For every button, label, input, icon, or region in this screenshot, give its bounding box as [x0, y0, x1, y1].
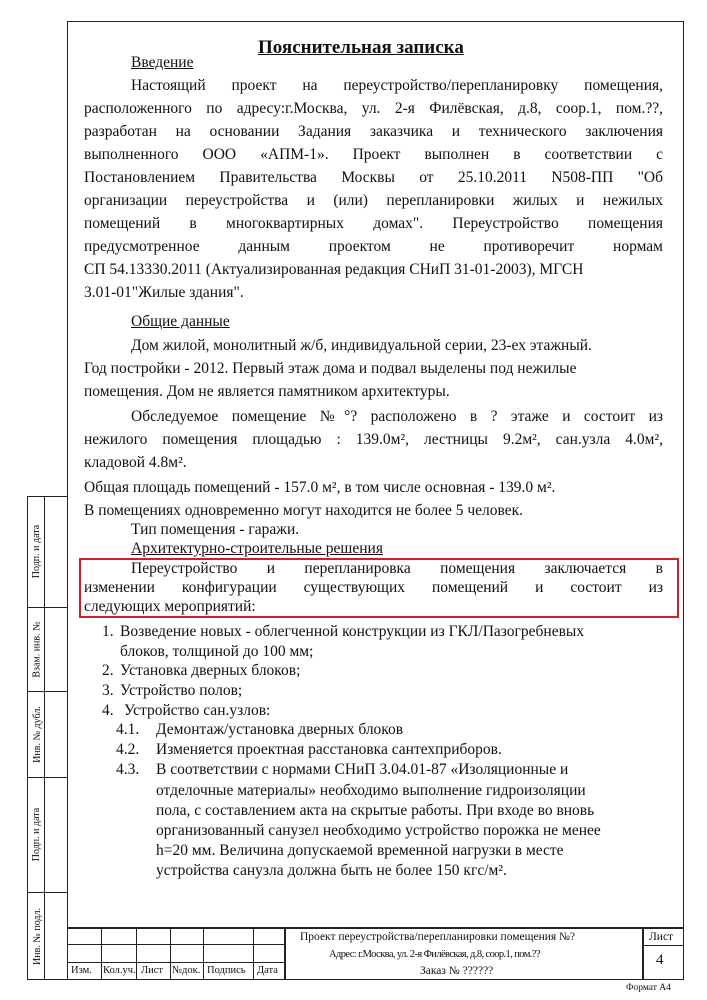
intro-line: 3.01-01"Жилые здания". [84, 284, 244, 301]
side-stamp [27, 496, 68, 980]
list-item: Устройство полов; [120, 682, 243, 699]
side-label-replace-inv: Взам. инв. № [31, 620, 43, 678]
intro-line: расположенного по адресу:г.Москва, ул. 2-я Филёвская, д.8, соор.1, пом.??, [84, 100, 663, 117]
highlight-line: следующих мероприятий: [84, 598, 256, 615]
sublist-item: отделочные материалы» необходимо выполнение гидроизоляции [156, 782, 586, 799]
total-area: Общая площадь помещений - 157.0 м², в том числе основная - 139.0 м². [84, 479, 556, 496]
stamp-project: Проект переустройства/перепланировки помещения №? [300, 931, 576, 943]
stamp-sheet-number: 4 [656, 952, 664, 968]
room-type: Тип помещения - гаражи. [131, 521, 300, 538]
intro-line: Постановлением Правительства Москвы от 25.10.2011 N508-ПП "Об [84, 169, 663, 186]
sublist-item: Изменяется проектная расстановка сантехприборов. [156, 741, 502, 758]
intro-line: предусмотренное данным проектом не противоречит нормам [84, 238, 663, 255]
stamp-address: Адрес: г.Москва, ул. 2-я Филёвская, д.8, соор.1, пом.?? [329, 949, 540, 960]
title-block [67, 927, 684, 980]
side-label-sign-date-2: Подп. и дата [31, 807, 43, 862]
stamp-sheet-label: Лист [649, 931, 674, 943]
list-item-num: 3. [102, 682, 114, 699]
arch-heading: Архитектурно-строительные решения [131, 540, 383, 557]
side-label-sign-date-1: Подп. и дата [31, 524, 43, 579]
sublist-item: организованный санузел необходимо устройство порожка не менее [156, 822, 601, 839]
sublist-item: Демонтаж/установка дверных блоков [156, 721, 404, 738]
intro-line: разработан на основании Задания заказчика и технического заключения [84, 123, 663, 140]
list-item: Возведение новых - облегченной конструкции из ГКЛ/Пазогребневых [120, 623, 585, 640]
intro-heading: Введение [131, 54, 194, 71]
intro-line: помещений в многоквартирных домах". Переустройство помещения [84, 215, 663, 232]
survey-line: кладовой 4.8м². [84, 454, 187, 471]
side-label-orig-inv: Инв. № подл. [31, 907, 43, 965]
intro-line: СП 54.13330.2011 (Актуализированная редакция СНиП 31-01-2003), МГСН [84, 261, 584, 278]
stamp-header: №док. [172, 965, 201, 976]
format-label: Формат А4 [626, 983, 671, 993]
sublist-item: h=20 мм. Величина допускаемой временной нагрузки в месте [156, 842, 564, 859]
sublist-item: пола, с составлением акта на скрытые работы. При входе во вновь [156, 802, 595, 819]
intro-line: Настоящий проект на переустройство/перепланировку помещения, [131, 77, 663, 94]
survey-line: нежилого помещения площадью : 139.0м², лестницы 9.2м², сан.узла 4.0м², [84, 431, 663, 448]
list-item: Устройство сан.узлов: [124, 702, 271, 719]
stamp-order: Заказ № ?????? [420, 965, 494, 977]
list-item-num: 4. [102, 702, 114, 719]
stamp-header: Дата [257, 965, 278, 976]
sublist-item-num: 4.1. [116, 721, 140, 738]
stamp-header: Изм. [71, 965, 92, 976]
stamp-header: Подпись [207, 965, 246, 976]
intro-line: выполненного ООО «АПМ-1». Проект выполнен в соответствии с [84, 146, 663, 163]
general-line: Дом жилой, монолитный ж/б, индивидуальной серии, 23-ех этажный. [131, 337, 592, 354]
sublist-item: В соответствии с нормами СНиП 3.04.01-87 «Изоляционные и [156, 761, 569, 778]
list-item-num: 1. [102, 623, 114, 640]
survey-line: Обследуемое помещение №°? расположено в ? этаже и состоит из [131, 408, 663, 425]
highlight-line: изменении конфигурации существующих помещений и состоит из [84, 579, 663, 596]
general-line: Год постройки - 2012. Первый этаж дома и подвал выделены под нежилые [84, 360, 577, 377]
list-item: Установка дверных блоков; [120, 662, 301, 679]
highlight-box [79, 558, 679, 618]
list-item: блоков, толщиной до 100 мм; [120, 643, 314, 660]
stamp-header: Лист [141, 965, 163, 976]
general-line: помещения. Дом не является памятником архитектуры. [84, 383, 450, 400]
people-limit: В помещениях одновременно могут находится не более 5 человек. [84, 502, 524, 519]
list-item-num: 2. [102, 662, 114, 679]
sublist-item: устройства санузла должна быть не более 150 кгс/м². [156, 862, 507, 879]
stamp-header: Кол.уч. [103, 965, 136, 976]
sublist-item-num: 4.2. [116, 741, 140, 758]
side-label-dup-inv: Инв. № дубл. [31, 705, 43, 763]
general-heading: Общие данные [131, 313, 230, 330]
highlight-line: Переустройство и перепланировка помещения заключается в [131, 560, 663, 577]
intro-line: организации переустройства и (или) перепланировки жилых и нежилых [84, 192, 663, 209]
page-title: Пояснительная записка [258, 37, 464, 58]
sublist-item-num: 4.3. [116, 761, 140, 778]
